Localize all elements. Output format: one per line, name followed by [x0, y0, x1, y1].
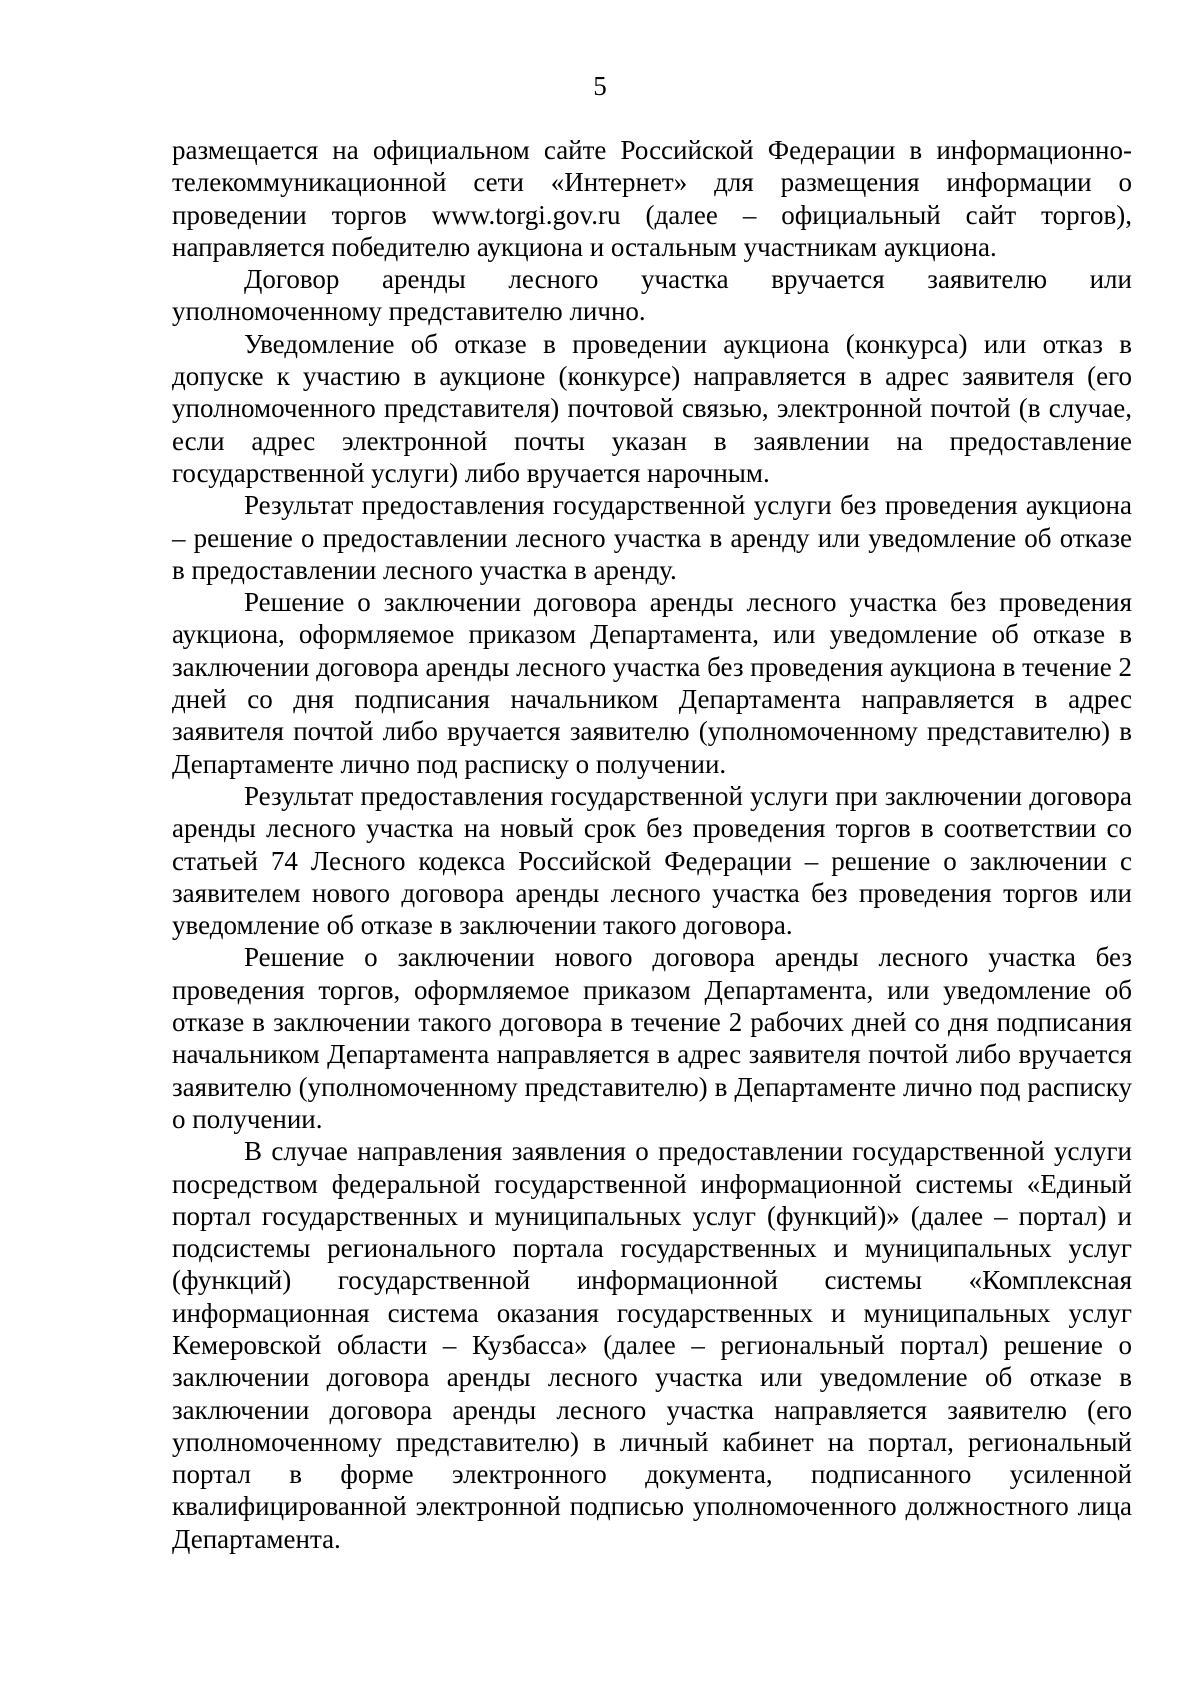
paragraph-lease-delivery: Договор аренды лесного участка вручается заявителю или уполномоченному представителю лично. [172, 264, 1132, 327]
paragraph-decision-new-term: Решение о заключении нового договора аренды лесного участка без проведения торгов, оформляемое приказом Департамента, или уведомление об отказе в заключении такого договора в течение 2 рабочих дней со дня подписания начальником Департамента направляется в адрес заявителя почтой либо вручается заявителю (уполномоченному представителю) в Департаменте лично под расписку о получении. [172, 942, 1132, 1134]
document-body [172, 134, 1132, 1555]
paragraph-portal-submission: В случае направления заявления о предоставлении государственной услуги посредством федеральной государственной информационной системы «Единый портал государственных и муниципальных услуг (функций)» (далее – портал) и подсистемы регионального портала государственных и муниципальных услуг (функций) государственной информационной системы «Комплексная информационная система оказания государственных и муниципальных услуг Кемеровской области – Кузбасса» (далее – региональный портал) решение о заключении договора аренды лесного участка или уведомление об отказе в заключении договора аренды лесного участка направляется заявителю (его уполномоченному представителю) в личный кабинет на портал, региональный портал в форме электронного документа, подписанного усиленной квалифицированной электронной подписью уполномоченного должностного лица Департамента. [172, 1136, 1132, 1554]
paragraph-result-without-auction: Результат предоставления государственной услуги без проведения аукциона – решение о предоставлении лесного участка в аренду или уведомление об отказе в предоставлении лесного участка в аренду. [172, 490, 1132, 585]
paragraph-decision-without-auction: Решение о заключении договора аренды лесного участка без проведения аукциона, оформляемое приказом Департамента, или уведомление об отказе в заключении договора аренды лесного участка без проведения аукциона в течение 2 дней со дня подписания начальником Департамента направляется в адрес заявителя почтой либо вручается заявителю (уполномоченному представителю) в Департаменте лично под расписку о получении. [172, 587, 1132, 779]
page-number: 5 [593, 71, 607, 101]
paragraph-result-new-term: Результат предоставления государственной услуги при заключении договора аренды лесного участка на новый срок без проведения торгов в соответствии со статьей 74 Лесного кодекса Российской Федерации – решение о заключении с заявителем нового договора аренды лесного участка без проведения торгов или уведомление об отказе в заключении такого договора. [172, 780, 1132, 941]
paragraph-refusal-notice: Уведомление об отказе в проведении аукциона (конкурса) или отказ в допуске к участию в аукционе (конкурсе) направляется в адрес заявителя (его уполномоченного представителя) почтовой связью, электронной почтой (в случае, если адрес электронной почты указан в заявлении на предоставление государственной услуги) либо вручается нарочным. [172, 328, 1132, 488]
paragraph-continuation: размещается на официальном сайте Российской Федерации в информационно-телекоммуникационной сети «Интернет» для размещения информации о проведении торгов www.torgi.gov.ru (далее – официальный сайт торгов), направляется победителю аукциона и остальным участникам аукциона. [172, 135, 1132, 262]
